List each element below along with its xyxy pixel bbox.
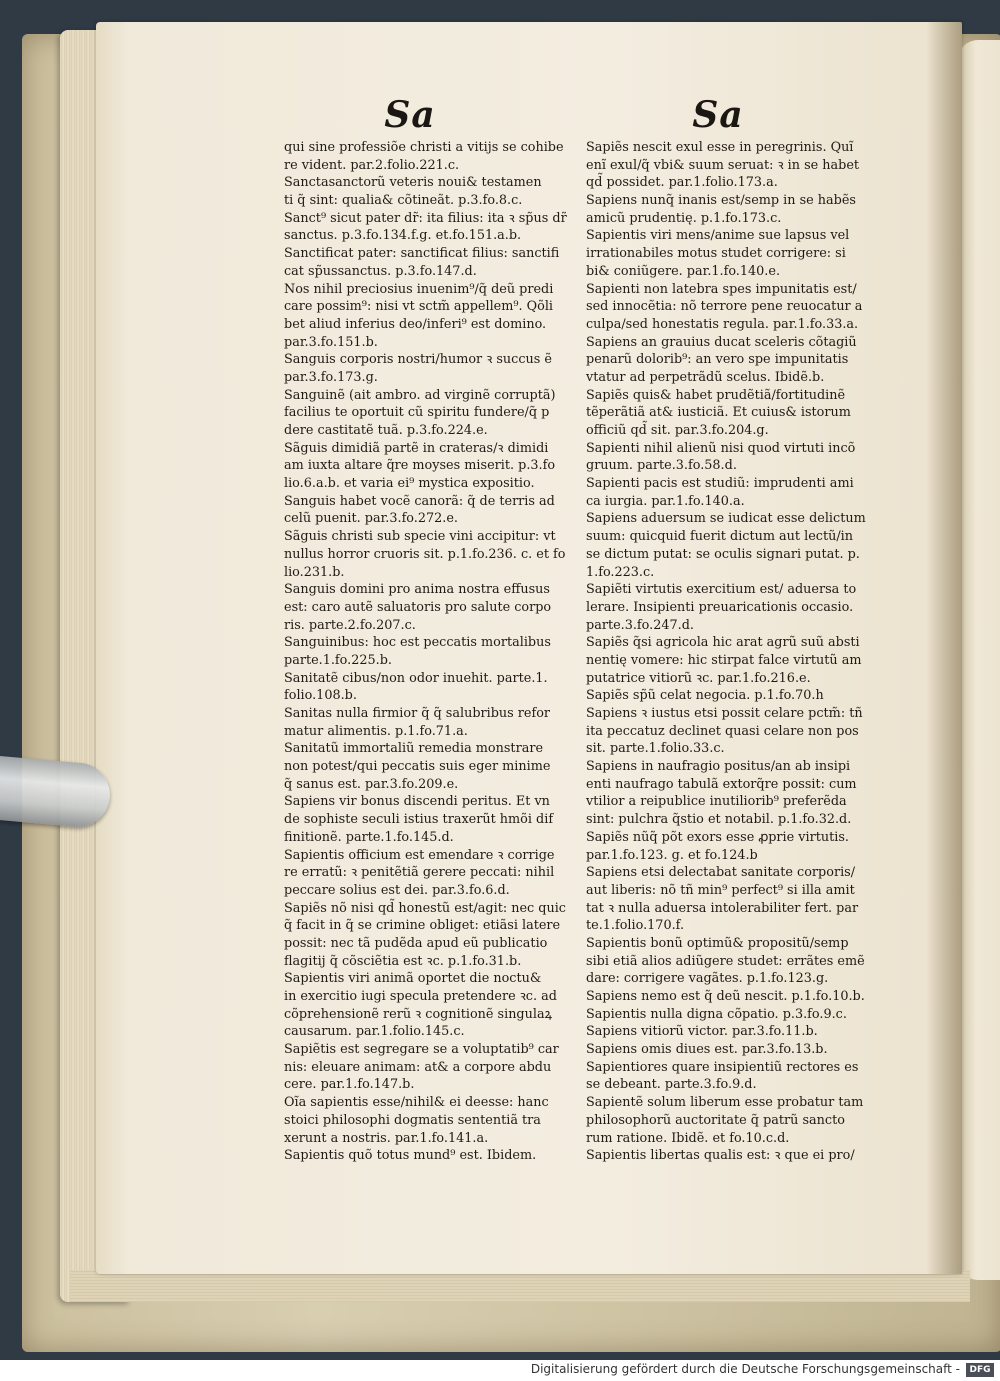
text-line: est: caro autẽ saluatoris pro salute corpo bbox=[284, 599, 552, 615]
text-line: Sanitatẽ cibus/non odor inuehit. parte.1. bbox=[284, 670, 548, 686]
text-line: ris. parte.2.fo.207.c. bbox=[284, 617, 416, 633]
text-line: Sapiens omis diues est. par.3.fo.13.b. bbox=[586, 1042, 828, 1058]
text-line: Sanitas nulla firmior q̃ q̃ salubribus refor bbox=[284, 706, 551, 721]
text-line: Sanguinẽ (ait ambro. ad virginẽ corruptã) bbox=[284, 387, 556, 403]
text-line: Sapiẽs quis& habet prudẽtiã/fortitudinẽ bbox=[586, 387, 846, 403]
text-line: dere castitatẽ tuã. p.3.fo.224.e. bbox=[284, 423, 488, 438]
facing-page-edge bbox=[958, 40, 1000, 1280]
text-line: sibi etiã alios adiũgere studet: errãtes emẽ bbox=[586, 953, 865, 969]
text-line: Sanctificat pater: sanctificat filius: sanctifi bbox=[284, 246, 560, 262]
text-line: sanctus. p.3.fo.134.f.g. et.fo.151.a.b. bbox=[284, 228, 522, 244]
text-line: non potest/qui peccatis suis eger minime bbox=[284, 759, 551, 775]
text-line: de sophiste seculi istius traxerũt hmõi dif bbox=[284, 812, 554, 828]
text-line: se dictum putat: se oculis signari putat. p. bbox=[586, 546, 860, 562]
text-line: culpa/sed honestatis regula. par.1.fo.33.a. bbox=[586, 316, 859, 332]
text-line: Sapientis quõ totus mund⁹ est. Ibidem. bbox=[284, 1148, 537, 1164]
text-line: peccare solius est dei. par.3.fo.6.d. bbox=[284, 882, 510, 898]
text-line: vtatur ad perpetrãdũ scelus. Ibidẽ.b. bbox=[586, 369, 825, 385]
text-line: qd̃ possidet. par.1.folio.173.a. bbox=[586, 175, 778, 191]
text-line: irrationabiles motus studet corrigere: si bbox=[586, 246, 846, 262]
text-line: care possim⁹: nisi vt sctm̃ appellem⁹. Qõli bbox=[284, 299, 554, 315]
footer-bar bbox=[0, 1360, 1000, 1381]
text-line: Sapiẽs nõ nisi qd̃ honestũ est/agit: nec quic bbox=[284, 900, 566, 916]
text-column-left bbox=[284, 139, 580, 1165]
text-line: enĩ exul/q̃ vbi& suum seruat: ꝛ in se habet bbox=[586, 157, 860, 173]
text-line: Sapientiores quare insipientiũ rectores es bbox=[586, 1059, 859, 1075]
text-line: Sapiens an grauius ducat sceleris cõtagiũ bbox=[586, 334, 857, 350]
running-head-left: Sa bbox=[384, 94, 436, 136]
text-line: ti q̃ sint: qualia& cõtineãt. p.3.fo.8.c. bbox=[284, 193, 523, 209]
text-line: Sanguis habet vocẽ canorã: q̃ de terris ad bbox=[284, 493, 555, 509]
text-line: enti naufrago tabulã extorq̃re possit: cum bbox=[586, 776, 857, 792]
text-line: Sapienti nihil alienũ nisi quod virtuti incõ bbox=[586, 440, 856, 456]
text-line: vtilior a reipublice inutiliorib⁹ preferẽda bbox=[586, 794, 847, 810]
text-line: te.1.folio.170.f. bbox=[586, 918, 685, 934]
text-line: Sapienti pacis est studiũ: imprudenti ami bbox=[586, 476, 854, 492]
text-line: Sanctasanctorũ veteris noui& testamen bbox=[284, 175, 542, 191]
text-line: aut liberis: nõ tñ min⁹ perfect⁹ si illa amit bbox=[586, 882, 855, 898]
text-column-right bbox=[586, 139, 878, 1165]
text-line: Sapientis officium est emendare ꝛ corrige bbox=[284, 847, 555, 863]
text-line: par.1.fo.123. g. et fo.124.b bbox=[586, 847, 758, 863]
text-line: re erratũ: ꝛ penitẽtiã gerere peccati: nihil bbox=[284, 865, 555, 881]
text-line: possit: nec tã pudẽda apud eũ publicatio bbox=[284, 935, 548, 951]
text-line: q̃ facit in q̃ se crimine obliget: etiãsi latere bbox=[284, 918, 561, 934]
dfg-logo: DFG bbox=[966, 1363, 994, 1377]
text-line: par.3.fo.173.g. bbox=[284, 369, 378, 385]
text-line: Sapiens in naufragio positus/an ab insipi bbox=[586, 759, 851, 775]
text-line: tẽperãtiã at& iusticiã. Et cuius& istorum bbox=[586, 405, 851, 421]
text-line: gruum. parte.3.fo.58.d. bbox=[586, 458, 737, 474]
text-line: dare: corrigere vagãtes. p.1.fo.123.g. bbox=[586, 971, 829, 987]
text-line: Sapiens aduersum se iudicat esse delictum bbox=[586, 511, 866, 527]
text-line: cõprehensionẽ rerũ ꝛ cognitionẽ singulaꝝ bbox=[284, 1006, 552, 1022]
text-line: Sapientis viri mens/anime sue lapsus vel bbox=[586, 228, 850, 244]
text-line: penarũ dolorib⁹: an vero spe impunitatis bbox=[586, 352, 849, 368]
text-line: lerare. Insipienti preuaricationis occasio. bbox=[586, 599, 854, 615]
text-line: facilius te oportuit cũ spiritu fundere/q̃ p bbox=[284, 405, 550, 421]
text-line: putatrice vitiorũ ꝛc. par.1.fo.216.e. bbox=[586, 670, 811, 686]
text-line: Sapiens nemo est q̃ deũ nescit. p.1.fo.10.b. bbox=[586, 989, 865, 1004]
text-line: par.3.fo.151.b. bbox=[284, 334, 378, 350]
running-head-right: Sa bbox=[692, 94, 744, 136]
text-line: bi& coniũgere. par.1.fo.140.e. bbox=[586, 263, 781, 279]
text-line: se debeant. parte.3.fo.9.d. bbox=[586, 1077, 757, 1093]
text-line: tat ꝛ nulla aduersa intolerabiliter fert. par bbox=[586, 900, 859, 916]
text-line: Sapientẽ solum liberum esse probatur tam bbox=[586, 1095, 864, 1111]
text-line: matur alimentis. p.1.fo.71.a. bbox=[284, 723, 468, 739]
text-line: Sapiẽs sp̃ũ celat negocia. p.1.fo.70.h bbox=[586, 688, 824, 704]
text-line: Sapiens etsi delectabat sanitate corporis/ bbox=[586, 865, 856, 881]
text-line: Sapiẽtis est segregare se a voluptatib⁹ car bbox=[284, 1042, 559, 1058]
text-line: am iuxta altare q̃re moyses miserit. p.3.fo bbox=[284, 458, 556, 474]
text-line: Sanguis corporis nostri/humor ꝛ succus ẽ bbox=[284, 352, 552, 368]
text-line: stoici philosophi dogmatis sententiã tra bbox=[284, 1112, 541, 1128]
text-line: Sanguinibus: hoc est peccatis mortalibus bbox=[284, 635, 551, 651]
text-line: officiũ qd̃ sit. par.3.fo.204.g. bbox=[586, 423, 769, 438]
text-line: bet aliud inferius deo/inferi⁹ est domino. bbox=[284, 316, 547, 332]
text-line: q̃ sanus est. par.3.fo.209.e. bbox=[284, 776, 459, 792]
text-line: Sapientis bonũ optimũ& propositũ/semp bbox=[586, 935, 849, 951]
text-line: Sapiens vir bonus discendi peritus. Et vn bbox=[284, 794, 550, 810]
text-line: nis: eleuare animam: at& a corpore abdu bbox=[284, 1059, 552, 1075]
text-line: finitionẽ. parte.1.fo.145.d. bbox=[284, 829, 454, 845]
text-line: Sãguis christi sub specie vini accipitur: vt bbox=[284, 529, 556, 545]
text-line: lio.231.b. bbox=[284, 564, 345, 580]
book-page bbox=[96, 22, 962, 1274]
text-line: philosophorũ auctoritate q̃ patrũ sancto bbox=[586, 1112, 845, 1128]
text-line: sint: pulchra q̃stio et notabil. p.1.fo.32.d. bbox=[586, 812, 852, 828]
text-line: Sapiens ꝛ iustus etsi possit celare pctm̃: tñ bbox=[586, 706, 863, 721]
text-line: nentię vomere: hic stirpat falce virtutũ am bbox=[586, 652, 862, 668]
text-line: Sanitatũ immortaliũ remedia monstrare bbox=[284, 741, 544, 757]
page-gutter-shadow bbox=[926, 22, 962, 1274]
page-block-bottom-edge bbox=[70, 1270, 970, 1302]
text-line: Sapiẽs q̃si agricola hic arat agrũ suũ absti bbox=[586, 635, 860, 651]
text-line: Sapientis libertas qualis est: ꝛ que ei pro/ bbox=[586, 1148, 855, 1164]
text-line: sit. parte.1.folio.33.c. bbox=[586, 741, 725, 757]
text-line: parte.3.fo.247.d. bbox=[586, 617, 694, 633]
text-line: celũ puenit. par.3.fo.272.e. bbox=[284, 511, 458, 527]
text-line: nullus horror cruoris sit. p.1.fo.236. c. et fo bbox=[284, 546, 566, 562]
text-line: amicũ prudentię. p.1.fo.173.c. bbox=[586, 210, 782, 226]
text-line: Sapientis nulla digna cõpatio. p.3.fo.9.c. bbox=[586, 1006, 847, 1022]
text-line: Sapienti non latebra spes impunitatis est/ bbox=[586, 281, 857, 297]
text-line: folio.108.b. bbox=[284, 688, 357, 704]
text-line: Sãguis dimidiã partẽ in crateras/ꝛ dimidi bbox=[284, 440, 549, 456]
text-line: cere. par.1.fo.147.b. bbox=[284, 1077, 415, 1093]
text-line: 1.fo.223.c. bbox=[586, 564, 655, 580]
text-line: Sapiẽti virtutis exercitium est/ aduersa to bbox=[586, 582, 857, 598]
text-line: rum ratione. Ibidẽ. et fo.10.c.d. bbox=[586, 1130, 790, 1146]
text-line: parte.1.fo.225.b. bbox=[284, 652, 392, 668]
text-line: Sapiens nunq̃ inanis est/semp in se habẽs bbox=[586, 193, 856, 209]
text-line: Sapiens vitiorũ victor. par.3.fo.11.b. bbox=[586, 1024, 818, 1040]
text-line: flagitij q̃ cõsciẽtia est ꝛc. p.1.fo.31.b. bbox=[284, 953, 522, 969]
text-line: suum: quicquid fuerit dictum aut lectũ/in bbox=[586, 529, 853, 545]
text-line: ca iurgia. par.1.fo.140.a. bbox=[586, 493, 745, 509]
text-line: Sanguis domini pro anima nostra effusus bbox=[284, 582, 550, 598]
text-line: sed innocẽtia: nõ terrore pene reuocatur a bbox=[586, 299, 863, 315]
text-line: Sapiẽs nescit exul esse in peregrinis. Quĩ bbox=[586, 140, 854, 155]
text-line: lio.6.a.b. et varia ei⁹ mystica expositio. bbox=[284, 476, 535, 492]
footer-credit-text: Digitalisierung gefördert durch die Deutsche Forschungsgemeinschaft - bbox=[530, 1362, 960, 1376]
text-line: Sanct⁹ sicut pater dr̃: ita filius: ita ꝛ sp̃us dr̃ bbox=[284, 210, 567, 226]
text-line: re vident. par.2.folio.221.c. bbox=[284, 157, 460, 173]
text-line: Nos nihil preciosius inuenim⁹/q̃ deũ predi bbox=[284, 281, 554, 297]
text-line: Sapientis viri animã oportet die noctu& bbox=[284, 971, 542, 987]
text-line: causarum. par.1.folio.145.c. bbox=[284, 1024, 465, 1040]
text-line: cat sp̃ussanctus. p.3.fo.147.d. bbox=[284, 263, 477, 279]
text-line: in exercitio iugi specula pretendere ꝛc. ad bbox=[284, 989, 557, 1004]
text-line: qui sine professiõe christi a vitijs se cohibe bbox=[284, 140, 564, 155]
text-line: ita peccatuz declinet quasi celare non pos bbox=[586, 723, 859, 739]
text-line: xerunt a nostris. par.1.fo.141.a. bbox=[284, 1130, 489, 1146]
text-line: Oĩa sapientis esse/nihil& ei deesse: hanc bbox=[284, 1095, 549, 1111]
text-line: Sapiẽs nũq̃ põt exors esse ꝓprie virtutis. bbox=[586, 829, 849, 845]
